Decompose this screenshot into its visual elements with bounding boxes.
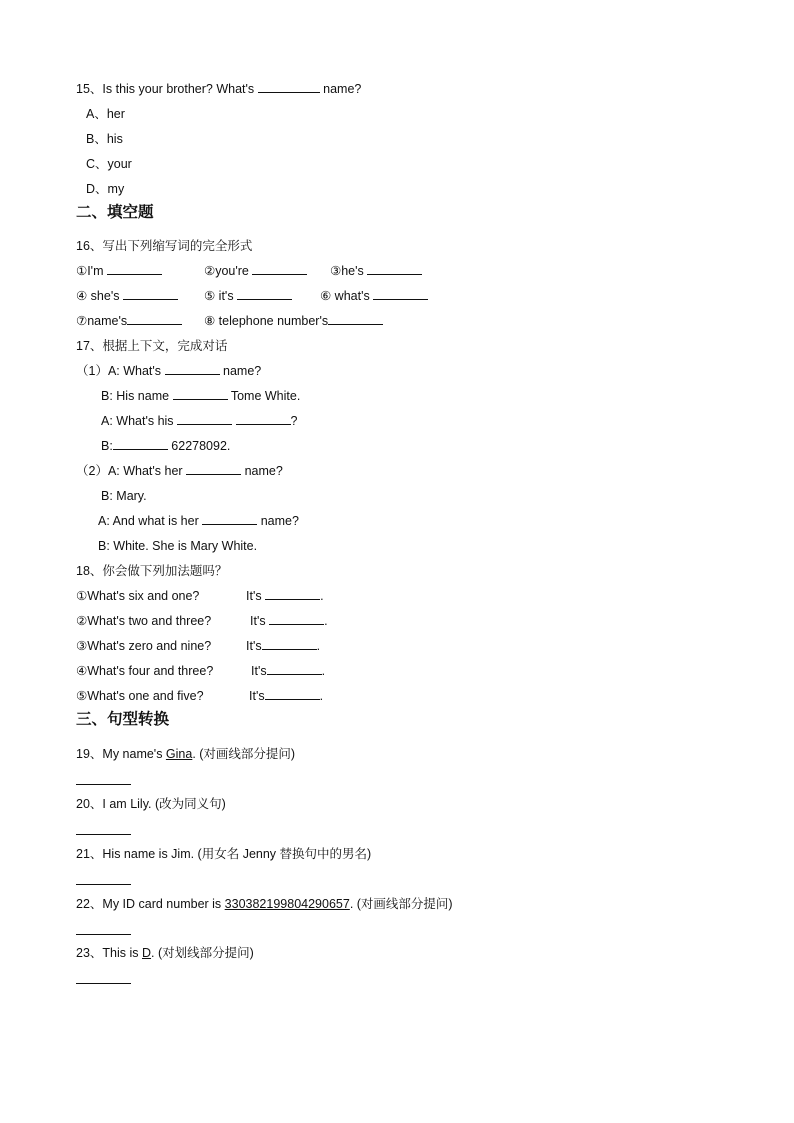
q17-d2-line4: B: White. She is Mary White. xyxy=(98,539,258,553)
q16-item-7 xyxy=(76,313,182,329)
q17-d1-line3 xyxy=(101,413,297,429)
q17-d1-line1-end: name? xyxy=(223,364,262,378)
q16-stem xyxy=(76,238,252,254)
q20-number: 20、 xyxy=(76,797,103,811)
q17-d2-line1-blank[interactable] xyxy=(186,463,241,475)
q16-item-3 xyxy=(330,263,422,279)
q17-d2-line3-start: A: And what is her xyxy=(98,514,199,528)
q16-item-7-blank[interactable] xyxy=(127,313,182,325)
q20-text: I am Lily. (改为同义句) xyxy=(102,797,226,811)
q16-item-3-blank[interactable] xyxy=(367,263,422,275)
q15-blank[interactable] xyxy=(258,81,320,93)
q20-stem xyxy=(76,796,226,812)
q18-item-4-period: . xyxy=(321,664,326,678)
q18-item-4-question: ④What's four and three? xyxy=(76,664,214,678)
q16-item-3-label: ③he's xyxy=(330,264,364,278)
q18-item-4-answer-prefix: It's xyxy=(251,664,267,678)
q17-d1-line3-end: ? xyxy=(290,414,298,428)
q19-stem xyxy=(76,746,295,762)
q23-stem xyxy=(76,945,254,961)
q17-d1-line2-blank[interactable] xyxy=(173,388,228,400)
q15-option-c[interactable]: C、your xyxy=(86,157,132,171)
q16-item-4-label: ④ she's xyxy=(76,289,120,303)
q23-answer-line[interactable] xyxy=(76,983,131,984)
q16-item-1-blank[interactable] xyxy=(107,263,162,275)
q18-item-3-answer xyxy=(246,638,320,654)
q16-item-2-label: ②you're xyxy=(204,264,249,278)
q15-stem xyxy=(76,81,361,97)
q17-d1-line2 xyxy=(101,388,300,404)
q15-number: 15、 xyxy=(76,82,103,96)
q23-text-start: This is xyxy=(102,946,142,960)
q17-d1-line1-start: （1）A: What's xyxy=(76,364,162,378)
q18-item-1-answer xyxy=(246,588,324,604)
q15-stem-end: name? xyxy=(323,82,362,96)
q17-d2-line1 xyxy=(76,463,283,479)
q22-text-end: . (对画线部分提问) xyxy=(349,897,453,911)
q22-stem xyxy=(76,896,453,912)
q17-d2-line3-end: name? xyxy=(260,514,299,528)
q16-item-6-label: ⑥ what's xyxy=(320,289,370,303)
q18-item-1-question: ①What's six and one? xyxy=(76,589,200,603)
q18-item-2-question: ②What's two and three? xyxy=(76,614,212,628)
q16-item-1-label: ①I'm xyxy=(76,264,104,278)
section-title-fill-in: 二、填空题 xyxy=(76,204,154,221)
q22-text-start: My ID card number is xyxy=(102,897,225,911)
q18-item-5-question: ⑤What's one and five? xyxy=(76,689,204,703)
q18-item-1-answer-prefix: It's xyxy=(246,589,262,603)
q17-number: 17、 xyxy=(76,339,103,353)
q15-option-b[interactable]: B、his xyxy=(86,132,123,146)
q17-d2-line3-blank[interactable] xyxy=(202,513,257,525)
q16-item-8-label: ⑧ telephone number's xyxy=(204,314,329,328)
q19-underlined-part: Gina xyxy=(165,747,193,761)
q19-text-start: My name's xyxy=(102,747,166,761)
q16-item-5-blank[interactable] xyxy=(237,288,292,300)
q16-item-7-label: ⑦name's xyxy=(76,314,128,328)
q21-stem xyxy=(76,846,371,862)
q17-d1-line3-start: A: What's his xyxy=(101,414,174,428)
q17-stem xyxy=(76,338,227,354)
q21-number: 21、 xyxy=(76,847,103,861)
q17-d2-line1-end: name? xyxy=(244,464,283,478)
q22-answer-line[interactable] xyxy=(76,934,131,935)
q17-d1-line4-start: B: xyxy=(101,439,113,453)
q18-item-5-period: . xyxy=(319,689,324,703)
q19-answer-line[interactable] xyxy=(76,784,131,785)
q16-item-4-blank[interactable] xyxy=(123,288,178,300)
q18-item-3-blank[interactable] xyxy=(262,638,317,650)
q17-d2-line1-start: （2）A: What's her xyxy=(76,464,183,478)
q15-option-d[interactable]: D、my xyxy=(86,182,125,196)
q22-number: 22、 xyxy=(76,897,103,911)
section-title-sentence-transform: 三、句型转换 xyxy=(76,711,170,728)
q18-item-4-blank[interactable] xyxy=(267,663,322,675)
q17-d1-line2-start: B: His name xyxy=(101,389,170,403)
q17-d1-line3-blank-1[interactable] xyxy=(177,413,232,425)
q16-stem-text: 写出下列缩写词的完全形式 xyxy=(102,239,253,253)
q16-item-6 xyxy=(320,288,428,304)
q23-text-end: . (对划线部分提问) xyxy=(151,946,254,960)
q16-item-4 xyxy=(76,288,178,304)
q17-d1-line3-blank-2[interactable] xyxy=(236,413,291,425)
q21-answer-line[interactable] xyxy=(76,884,131,885)
q18-item-2-period: . xyxy=(324,614,328,628)
q17-d2-line2: B: Mary. xyxy=(101,489,147,503)
q15-stem-start: Is this your brother? What's xyxy=(102,82,255,96)
q18-item-3-answer-prefix: It's xyxy=(246,639,262,653)
q17-d1-line4-end: 62278092. xyxy=(171,439,231,453)
q16-item-1 xyxy=(76,263,162,279)
q20-answer-line[interactable] xyxy=(76,834,131,835)
q16-item-8 xyxy=(204,313,383,329)
q17-stem-text: 根据上下文，完成对话 xyxy=(102,339,228,353)
q16-item-6-blank[interactable] xyxy=(373,288,428,300)
q23-number: 23、 xyxy=(76,946,103,960)
q18-item-3-question: ③What's zero and nine? xyxy=(76,639,212,653)
q16-item-2-blank[interactable] xyxy=(252,263,307,275)
q18-item-3-period: . xyxy=(316,639,321,653)
q17-d1-line4 xyxy=(101,438,230,454)
q15-option-a[interactable]: A、her xyxy=(86,107,125,121)
q18-item-2-answer xyxy=(250,613,328,629)
q18-item-5-blank[interactable] xyxy=(265,688,320,700)
q18-stem xyxy=(76,563,227,579)
q18-item-4-answer xyxy=(251,663,325,679)
q18-item-2-blank[interactable] xyxy=(269,613,324,625)
q19-number: 19、 xyxy=(76,747,103,761)
q16-item-8-blank[interactable] xyxy=(328,313,383,325)
q18-item-1-blank[interactable] xyxy=(265,588,320,600)
q18-item-1-period: . xyxy=(320,589,324,603)
q18-item-5-answer xyxy=(249,688,323,704)
q16-item-5 xyxy=(204,288,292,304)
q17-d2-line3 xyxy=(98,513,299,529)
q17-d1-line2-end: Tome White. xyxy=(230,389,301,403)
q21-text: His name is Jim. (用女名 Jenny 替换句中的男名) xyxy=(102,847,372,861)
q18-stem-text: 你会做下列加法题吗？ xyxy=(102,564,228,578)
q22-underlined-part: 330382199804290657 xyxy=(224,897,350,911)
q17-d1-line1 xyxy=(76,363,261,379)
q23-underlined-part: D xyxy=(142,946,152,960)
q17-d1-line4-blank[interactable] xyxy=(113,438,168,450)
q18-item-5-answer-prefix: It's xyxy=(249,689,265,703)
q19-text-end: . (对画线部分提问) xyxy=(192,747,296,761)
q16-item-5-label: ⑤ it's xyxy=(204,289,234,303)
q18-number: 18、 xyxy=(76,564,103,578)
q16-item-2 xyxy=(204,263,307,279)
q17-d1-line1-blank[interactable] xyxy=(165,363,220,375)
q18-item-2-answer-prefix: It's xyxy=(250,614,266,628)
q16-number: 16、 xyxy=(76,239,103,253)
